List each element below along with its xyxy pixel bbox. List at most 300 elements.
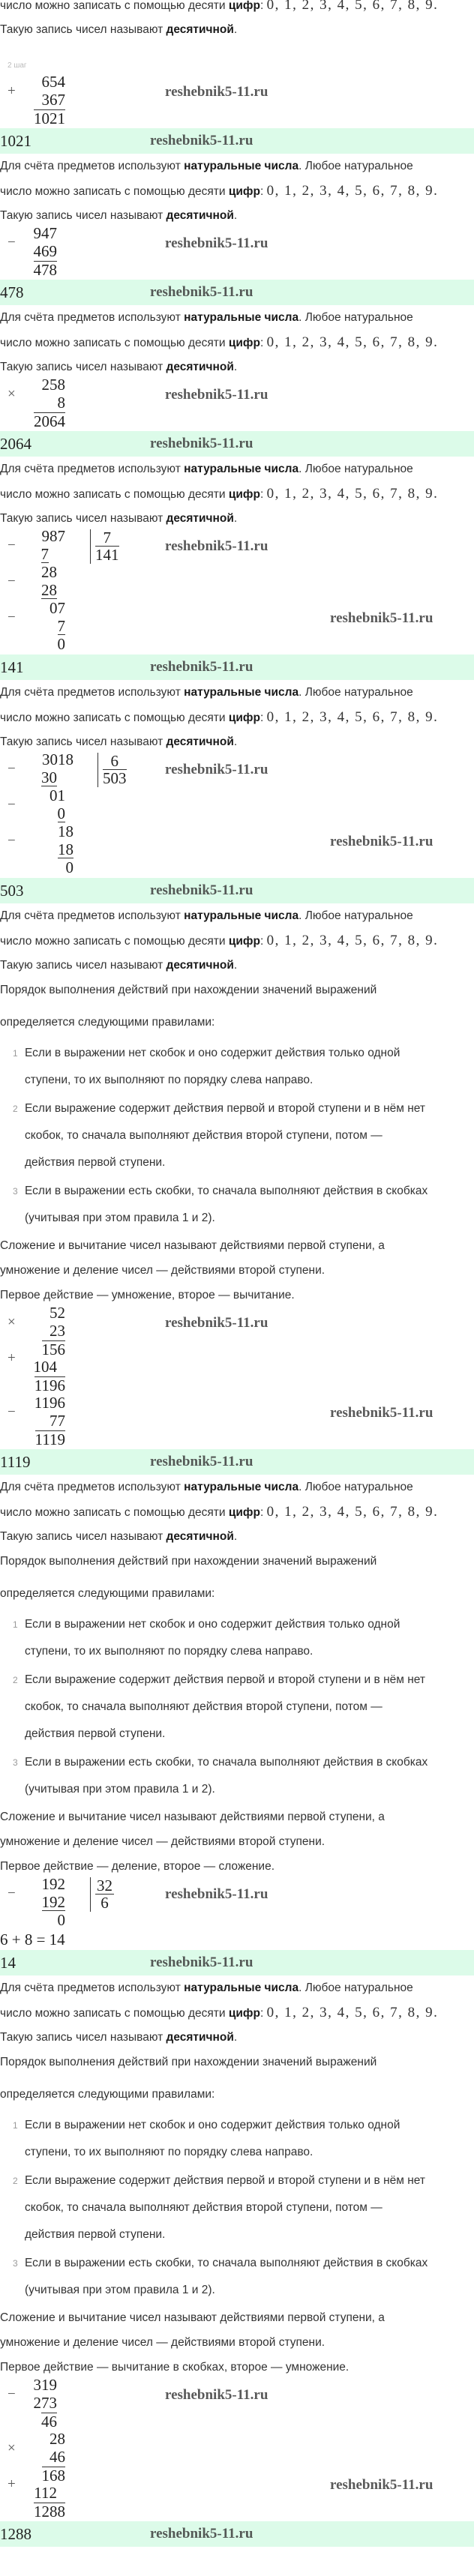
bold-term: цифр	[228, 711, 260, 724]
intro-line	[0, 1975, 474, 2000]
rule-text: Если выражение содержит действия первой и второй ступени и в нём нет	[25, 1673, 425, 1686]
calc-result: 1119	[34, 1430, 65, 1448]
calc-row	[0, 2449, 474, 2467]
calc-number: 273	[33, 2394, 57, 2412]
column-calculation	[0, 225, 474, 279]
rule-text: скобок, то сначала выполняют действия второй ступени, потом —	[25, 1129, 382, 1142]
text-segment: :	[260, 0, 267, 12]
solution-section	[0, 1475, 474, 1975]
calc-number: 0	[57, 1911, 65, 1929]
minus-sign: −	[8, 574, 16, 589]
calc-row	[0, 527, 474, 564]
text-segment: :	[260, 337, 267, 349]
steps-text: Сложение и вычитание чисел называют действиями первой ступени, а	[0, 2311, 385, 2324]
rule-number: 2	[13, 1104, 18, 1114]
text-segment: . Любое натуральное	[298, 1981, 413, 1994]
order-intro: Порядок выполнения действий при нахождении значений выражений	[0, 984, 377, 996]
text-segment: число можно записать с помощью десяти	[0, 185, 229, 198]
text-segment: :	[260, 711, 267, 724]
text-segment: .	[233, 959, 238, 972]
text-segment: число можно записать с помощью десяти	[0, 0, 229, 12]
watermark: reshebnik5-11.ru	[150, 882, 254, 898]
calc-result: 156	[41, 1340, 65, 1358]
watermark: reshebnik5-11.ru	[165, 1315, 268, 1331]
intro-line	[0, 2025, 474, 2050]
digits-list: 0, 1, 2, 3, 4, 5, 6, 7, 8, 9.	[266, 2005, 439, 2020]
bold-term: натуральные числа	[184, 1981, 299, 1994]
calc-result: 168	[41, 2467, 65, 2485]
calc-number: 0	[57, 635, 65, 653]
calc-row	[0, 618, 474, 636]
calc-row	[0, 1322, 474, 1340]
calc-number: 469	[33, 242, 57, 260]
rule-number: 3	[13, 2258, 18, 2269]
bold-term: десятичной	[166, 23, 234, 36]
order-intro: определяется следующими правилами:	[0, 2088, 215, 2101]
column-calculation	[0, 61, 474, 127]
calc-result: 1288	[34, 2503, 65, 2521]
text-segment: Для счёта предметов используют	[0, 160, 184, 172]
calc-row	[0, 1358, 474, 1376]
calc-number: 0	[65, 858, 74, 876]
rule-text: ступени, то их выполняют по порядку слева направо.	[25, 2146, 314, 2158]
calc-row	[0, 1376, 474, 1394]
first-action-text: Первое действие — вычитание в скобках, второе — умножение.	[0, 2361, 350, 2374]
rule-item	[0, 2112, 474, 2166]
answer-band	[0, 878, 474, 903]
text-segment: .	[233, 2031, 238, 2044]
watermark: reshebnik5-11.ru	[150, 2526, 254, 2542]
rule-text: Если в выражении есть скобки, то сначала выполняют действия в скобках	[25, 1756, 428, 1769]
rule-text: Если в выражении нет скобок и оно содержит действия только одной	[25, 1047, 400, 1059]
watermark: reshebnik5-11.ru	[150, 1454, 254, 1469]
calc-row	[0, 786, 474, 813]
intro-line	[0, 178, 474, 203]
calc-number: 28	[50, 2430, 65, 2448]
answer-band	[0, 654, 474, 680]
calc-number: 01	[50, 786, 65, 804]
minus-sign: −	[8, 1886, 16, 1901]
text-segment: число можно записать с помощью десяти	[0, 2007, 229, 2020]
text-segment: Такую запись чисел называют	[0, 361, 166, 373]
minus-sign: −	[8, 833, 16, 849]
text-segment: . Любое натуральное	[298, 1481, 413, 1493]
bold-term: натуральные числа	[184, 311, 299, 324]
answer-value: 14	[0, 1954, 16, 1972]
intro-line	[0, 1524, 474, 1549]
text-segment: . Любое натуральное	[298, 160, 413, 172]
intro-line	[0, 953, 474, 978]
calc-number: 192	[41, 1875, 65, 1893]
rule-text: скобок, то сначала выполняют действия второй ступени, потом —	[25, 1700, 382, 1713]
bold-term: цифр	[228, 488, 260, 501]
intro-line	[0, 330, 474, 355]
rule-text: Если в выражении нет скобок и оно содержит действия только одной	[25, 2119, 400, 2131]
rule-text: Если в выражении нет скобок и оно содержит действия только одной	[25, 1618, 400, 1631]
watermark: reshebnik5-11.ru	[165, 387, 268, 403]
plus-sign: +	[8, 1350, 16, 1366]
watermark: reshebnik5-11.ru	[330, 834, 434, 849]
rule-text: Если выражение содержит действия первой и второй ступени и в нём нет	[25, 1102, 425, 1115]
calc-number: 104	[33, 1358, 57, 1376]
answer-band	[0, 1950, 474, 1975]
text-segment: . Любое натуральное	[298, 686, 413, 699]
digits-list: 0, 1, 2, 3, 4, 5, 6, 7, 8, 9.	[266, 183, 439, 199]
calc-number: 7	[40, 545, 49, 563]
solution-section	[0, 680, 474, 903]
calc-row	[0, 224, 474, 250]
text-segment: Для счёта предметов используют	[0, 909, 184, 922]
bold-term: натуральные числа	[184, 1481, 299, 1493]
intro-line	[0, 481, 474, 506]
plus-sign: +	[8, 2476, 16, 2492]
rule-text: (учитывая при этом правила 1 и 2).	[25, 1212, 215, 1224]
intro-line	[0, 1475, 474, 1499]
rule-item	[0, 1178, 474, 1232]
long-division	[0, 751, 474, 877]
rules-list	[0, 1611, 474, 1803]
calc-row	[0, 636, 474, 654]
calc-number: 987	[41, 527, 65, 545]
watermark: reshebnik5-11.ru	[165, 1886, 268, 1902]
watermark: reshebnik5-11.ru	[330, 610, 434, 626]
bold-term: натуральные числа	[184, 160, 299, 172]
bold-term: десятичной	[166, 209, 234, 222]
rule-text: действия первой ступени.	[25, 1727, 166, 1740]
solution-section	[0, 154, 474, 305]
text-segment: Для счёта предметов используют	[0, 311, 184, 324]
digits-list: 0, 1, 2, 3, 4, 5, 6, 7, 8, 9.	[266, 709, 439, 725]
rule-text: скобок, то сначала выполняют действия второй ступени, потом —	[25, 2201, 382, 2214]
text-segment: .	[233, 209, 238, 222]
calc-number: 8	[57, 394, 65, 412]
answer-value: 1021	[0, 132, 32, 150]
step-label: 2 шаг	[8, 61, 27, 70]
calc-number: 07	[50, 599, 65, 617]
calc-row	[0, 563, 474, 589]
column-calculation	[0, 376, 474, 430]
calc-row	[0, 1912, 474, 1930]
intro-line	[0, 17, 474, 42]
bold-term: десятичной	[166, 735, 234, 748]
rule-item	[0, 1095, 474, 1176]
text-segment: число можно записать с помощью десяти	[0, 711, 229, 724]
calc-result: 46	[41, 2413, 57, 2431]
steps-text: умножение и деление чисел — действиями второй ступени.	[0, 1835, 326, 1848]
calc-row	[0, 805, 474, 823]
solution-section	[0, 903, 474, 1475]
watermark: reshebnik5-11.ru	[330, 1405, 434, 1421]
calc-number: 77	[50, 1412, 65, 1430]
bold-term: десятичной	[166, 512, 234, 525]
watermark: reshebnik5-11.ru	[150, 436, 254, 451]
intro-line	[0, 903, 474, 928]
order-intro: определяется следующими правилами:	[0, 1016, 215, 1029]
bold-term: десятичной	[166, 361, 234, 373]
calc-row	[0, 859, 474, 877]
calc-number: 28	[41, 581, 57, 599]
solution-section	[0, 0, 474, 154]
rule-text: ступени, то их выполняют по порядку слева направо.	[25, 1645, 314, 1658]
intro-line	[0, 154, 474, 178]
steps-text: умножение и деление чисел — действиями второй ступени.	[0, 1264, 326, 1277]
text-segment: Для счёта предметов используют	[0, 463, 184, 475]
long-division	[0, 528, 474, 654]
calc-number: 947	[33, 224, 57, 242]
text-segment: Для счёта предметов используют	[0, 1981, 184, 1994]
rule-number: 1	[13, 1048, 18, 1059]
long-division	[0, 1876, 474, 1930]
watermark: reshebnik5-11.ru	[330, 2477, 434, 2493]
text-segment: Для счёта предметов используют	[0, 1481, 184, 1493]
rule-text: (учитывая при этом правила 1 и 2).	[25, 2284, 215, 2296]
rule-text: ступени, то их выполняют по порядку слева направо.	[25, 1074, 314, 1086]
intro-line	[0, 2000, 474, 2025]
calc-number: 1196	[34, 1394, 65, 1412]
minus-sign: −	[8, 610, 16, 625]
text-segment: число можно записать с помощью десяти	[0, 337, 229, 349]
solution-section	[0, 305, 474, 457]
rule-number: 3	[13, 1186, 18, 1197]
watermark: reshebnik5-11.ru	[150, 659, 254, 675]
expression: 6 + 8 = 14	[0, 1931, 65, 1948]
answer-value: 1288	[0, 2525, 32, 2543]
calc-row	[0, 1894, 474, 1912]
text-segment: .	[233, 735, 238, 748]
digits-list: 0, 1, 2, 3, 4, 5, 6, 7, 8, 9.	[266, 933, 439, 948]
intro-line	[0, 457, 474, 481]
rule-item	[0, 1611, 474, 1665]
calc-row	[0, 91, 474, 109]
calc-row	[0, 2467, 474, 2492]
intro-line	[0, 305, 474, 330]
intro-line	[0, 705, 474, 729]
calc-number: 112	[34, 2484, 57, 2502]
intro-line	[0, 1499, 474, 1524]
calc-number: 28	[41, 563, 57, 581]
divisor: 32	[97, 1877, 112, 1895]
rule-text: действия первой ступени.	[25, 1156, 166, 1169]
divisor: 6	[103, 753, 127, 770]
watermark: reshebnik5-11.ru	[165, 2387, 268, 2403]
calc-number: 7	[57, 617, 65, 635]
digits-list: 0, 1, 2, 3, 4, 5, 6, 7, 8, 9.	[266, 486, 439, 502]
calc-row	[0, 599, 474, 625]
answer-band	[0, 2521, 474, 2547]
order-intro: Порядок выполнения действий при нахождении значений выражений	[0, 1555, 377, 1568]
first-action-text: Первое действие — деление, второе — сложение.	[0, 1860, 275, 1873]
first-action-text: Первое действие — умножение, второе — вычитание.	[0, 1289, 295, 1301]
plus-sign: +	[8, 83, 16, 99]
text-segment: .	[233, 512, 238, 525]
rules-list	[0, 2112, 474, 2304]
calc-number: 367	[41, 91, 65, 109]
bold-term: цифр	[228, 2007, 260, 2020]
bold-term: натуральные числа	[184, 909, 299, 922]
digits-list: 0, 1, 2, 3, 4, 5, 6, 7, 8, 9.	[266, 334, 439, 350]
digits-list: 0, 1, 2, 3, 4, 5, 6, 7, 8, 9.	[266, 1504, 439, 1520]
calc-row	[0, 1430, 474, 1448]
calc-number: 18	[58, 840, 74, 858]
bold-term: десятичной	[166, 959, 234, 972]
answer-value: 503	[0, 882, 24, 900]
text-segment: :	[260, 1506, 267, 1519]
calc-row	[0, 1340, 474, 1366]
rule-item	[0, 1749, 474, 1803]
calc-row	[0, 1875, 474, 1912]
rule-text: (учитывая при этом правила 1 и 2).	[25, 1783, 215, 1796]
calc-number: 52	[50, 1304, 65, 1322]
rule-item	[0, 1667, 474, 1748]
watermark: reshebnik5-11.ru	[150, 1954, 254, 1970]
rule-text: Если выражение содержит действия первой и второй ступени и в нём нет	[25, 2174, 425, 2187]
bold-term: цифр	[228, 0, 260, 12]
text-segment: Такую запись чисел называют	[0, 23, 166, 36]
rules-list	[0, 1040, 474, 1232]
calc-row	[0, 2395, 474, 2413]
calc-number: 258	[41, 376, 65, 394]
text-segment: Такую запись чисел называют	[0, 1530, 166, 1543]
rule-number: 2	[13, 1675, 18, 1685]
calc-result: 478	[33, 261, 57, 279]
calc-row	[0, 2430, 474, 2456]
text-segment: число можно записать с помощью десяти	[0, 488, 229, 501]
calc-result: 2064	[34, 412, 65, 430]
calc-number: 23	[50, 1322, 65, 1340]
answer-value: 1119	[0, 1453, 31, 1471]
rule-text: действия первой ступени.	[25, 2228, 166, 2241]
rule-item	[0, 2250, 474, 2304]
calc-row	[0, 2376, 474, 2402]
quotient: 503	[103, 769, 127, 787]
rule-number: 3	[13, 1757, 18, 1768]
calc-row	[0, 243, 474, 261]
times-sign: ×	[8, 1314, 16, 1330]
digits-list: 0, 1, 2, 3, 4, 5, 6, 7, 8, 9.	[266, 0, 439, 13]
calc-number: 654	[41, 73, 65, 91]
rule-number: 1	[13, 2120, 18, 2131]
rule-item	[0, 2167, 474, 2248]
minus-sign: −	[8, 235, 16, 250]
rule-text: Если в выражении есть скобки, то сначала выполняют действия в скобках	[25, 2257, 428, 2269]
rule-number: 1	[13, 1619, 18, 1630]
answer-band	[0, 1449, 474, 1475]
calc-row	[0, 1412, 474, 1430]
order-intro: определяется следующими правилами:	[0, 1587, 215, 1600]
intro-line	[0, 680, 474, 705]
watermark: reshebnik5-11.ru	[165, 235, 268, 251]
text-segment: .	[233, 1530, 238, 1543]
calc-number: 18	[58, 822, 74, 840]
calc-number: 0	[57, 804, 65, 822]
bold-term: цифр	[228, 185, 260, 198]
calc-row	[0, 2485, 474, 2503]
calc-row	[0, 582, 474, 600]
bold-term: цифр	[228, 935, 260, 948]
bold-term: десятичной	[166, 2031, 234, 2044]
text-segment: число можно записать с помощью десяти	[0, 1506, 229, 1519]
watermark: reshebnik5-11.ru	[150, 133, 254, 148]
calc-row	[0, 769, 474, 787]
steps-text: Сложение и вычитание чисел называют действиями первой ступени, а	[0, 1811, 385, 1823]
intro-line	[0, 928, 474, 953]
watermark: reshebnik5-11.ru	[165, 538, 268, 554]
solution-section	[0, 457, 474, 680]
calc-number: 319	[33, 2376, 57, 2394]
calc-row	[0, 261, 474, 279]
quotient: 6	[100, 1894, 109, 1912]
text-segment: Такую запись чисел называют	[0, 209, 166, 222]
calc-number: 30	[41, 768, 57, 786]
text-segment: :	[260, 185, 267, 198]
text-segment: Такую запись чисел называют	[0, 959, 166, 972]
times-sign: ×	[8, 386, 16, 402]
minus-sign: −	[8, 1404, 16, 1420]
text-segment: :	[260, 2007, 267, 2020]
text-segment: число можно записать с помощью десяти	[0, 935, 229, 948]
answer-value: 2064	[0, 435, 32, 453]
calc-number: 3018	[42, 750, 74, 768]
calc-number: 192	[41, 1893, 65, 1911]
order-intro: Порядок выполнения действий при нахождении значений выражений	[0, 2056, 377, 2068]
calc-row	[0, 394, 474, 412]
minus-sign: −	[8, 761, 16, 777]
text-segment: . Любое натуральное	[298, 463, 413, 475]
answer-band	[0, 128, 474, 154]
column-calculation	[0, 1304, 474, 1448]
divisor: 7	[95, 529, 119, 547]
intro-line	[0, 0, 474, 17]
watermark: reshebnik5-11.ru	[165, 84, 268, 100]
watermark: reshebnik5-11.ru	[165, 762, 268, 777]
calc-number: 46	[50, 2448, 65, 2466]
bold-term: натуральные числа	[184, 686, 299, 699]
calc-row	[0, 2503, 474, 2521]
answer-band	[0, 280, 474, 305]
calc-row	[0, 412, 474, 430]
calc-result: 1196	[34, 1376, 65, 1394]
solution-section	[0, 1975, 474, 2547]
text-segment: .	[233, 23, 238, 36]
text-segment: :	[260, 488, 267, 501]
bold-term: цифр	[228, 1506, 260, 1519]
rule-number: 2	[13, 2176, 18, 2186]
bold-term: цифр	[228, 337, 260, 349]
calc-row	[0, 109, 474, 127]
calc-result: 1021	[34, 109, 65, 127]
answer-band	[0, 431, 474, 457]
answer-value: 141	[0, 658, 24, 676]
answer-value: 478	[0, 283, 24, 301]
text-segment: . Любое натуральное	[298, 909, 413, 922]
text-segment: .	[233, 361, 238, 373]
calc-row	[0, 2413, 474, 2431]
steps-text: умножение и деление чисел — действиями второй ступени.	[0, 2336, 326, 2349]
steps-text: Сложение и вычитание чисел называют действиями первой ступени, а	[0, 1239, 385, 1252]
minus-sign: −	[8, 538, 16, 553]
text-segment: . Любое натуральное	[298, 311, 413, 324]
minus-sign: −	[8, 797, 16, 813]
rule-item	[0, 1040, 474, 1094]
text-segment: Для счёта предметов используют	[0, 686, 184, 699]
rule-text: Если в выражении есть скобки, то сначала выполняют действия в скобках	[25, 1185, 428, 1197]
text-segment: Такую запись чисел называют	[0, 512, 166, 525]
minus-sign: −	[8, 2386, 16, 2402]
calc-row	[0, 841, 474, 859]
text-segment: Такую запись чисел называют	[0, 2031, 166, 2044]
bold-term: натуральные числа	[184, 463, 299, 475]
quotient: 141	[95, 546, 119, 564]
